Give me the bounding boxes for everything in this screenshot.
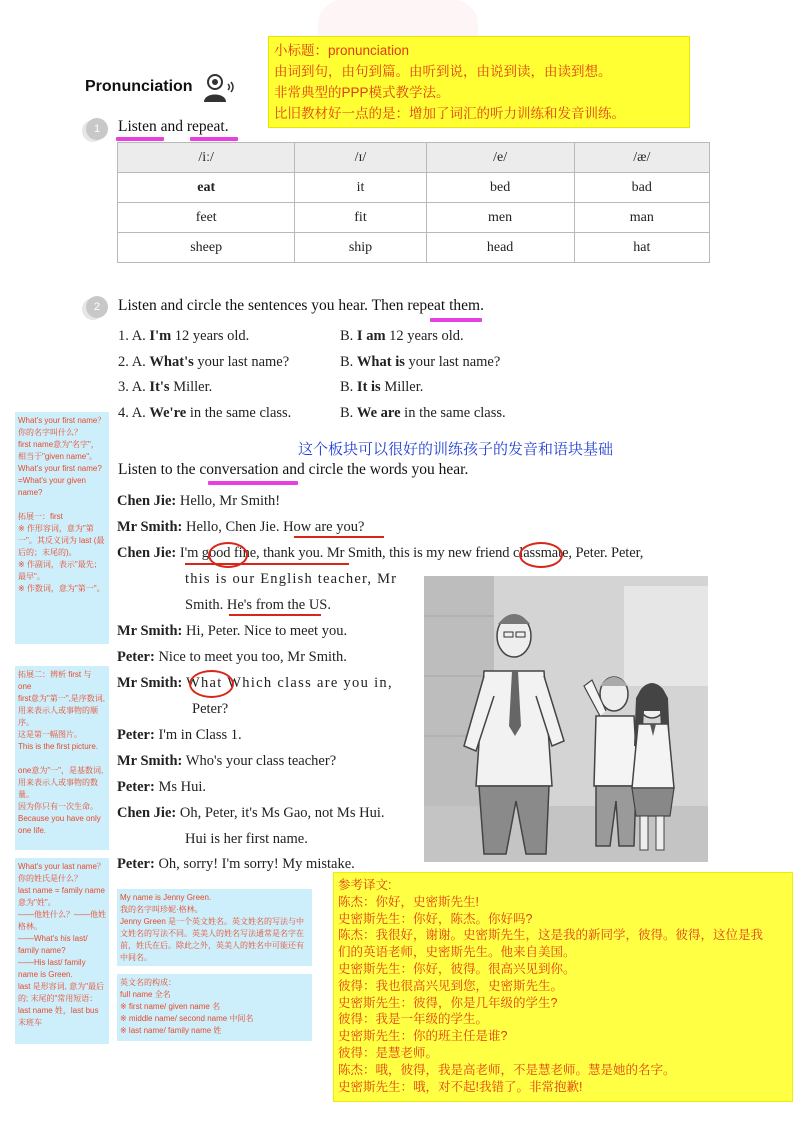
side-note: 英文名的构成： full name 全名 ※ first name/ given name 名 ※ middle name/ second name 中间名 ※ last name/ family name 姓 xyxy=(117,974,312,1041)
translation-line: 史密斯先生：你好，陈杰。你好吗? xyxy=(338,911,533,926)
side-note: What's your first name？你的名字叫什么？ first name意为"名字"，相当于"given name"。 What's your first name? =What's your given name? 拓展一：first ※ 作形容词，意为"第一"。其反义词为 last (最后的；末尾的)。 ※ 作副词，表示"最先；最早"。 ※ 作数词，意为"第一"。 xyxy=(15,412,109,644)
translation-line: 陈杰：哦，彼得，我是高老师，不是慧老师。慧是她的名字。 xyxy=(338,1062,676,1077)
phonics-table xyxy=(117,142,710,263)
table-cell: ship xyxy=(295,233,426,263)
red-circle xyxy=(519,542,563,568)
note-top-line: 小标题：pronunciation xyxy=(274,43,410,58)
table-cell: bad xyxy=(574,173,709,203)
dialogue-line: Hui is her first name. xyxy=(185,831,308,847)
red-circle xyxy=(208,542,248,568)
dialogue-line: Peter? xyxy=(192,701,229,717)
section2-instruction: Listen and circle the sentences you hear. Then repeat them. xyxy=(118,297,484,314)
note-top-line: 比旧教材好一点的是：增加了词汇的听力训练和发音训练。 xyxy=(274,106,625,121)
table-cell: feet xyxy=(118,203,295,233)
number-badge-icon: 2 xyxy=(86,296,108,318)
table-cell: head xyxy=(426,233,574,263)
dialogue-line: Mr Smith: Hi, Peter. Nice to meet you. xyxy=(117,623,348,639)
table-header: /æ/ xyxy=(574,143,709,173)
section1-instruction: Listen and repeat. xyxy=(118,118,229,135)
translation-line: 陈杰：我很好，谢谢。史密斯先生，这是我的新同学，彼得。彼得，这位是我 xyxy=(338,928,764,943)
pink-underline xyxy=(116,137,164,141)
translation-line: 彼得：我是一年级的学生。 xyxy=(338,1012,489,1027)
table-cell: fit xyxy=(295,203,426,233)
translation-heading: 参考译文: xyxy=(338,878,392,892)
table-header: /ɪ/ xyxy=(295,143,426,173)
red-underline xyxy=(229,614,321,616)
translation-line: 史密斯先生：彼得，你是几年级的学生? xyxy=(338,995,558,1010)
dialogue-line: Chen Jie: Hello, Mr Smith! xyxy=(117,493,281,509)
table-cell: bed xyxy=(426,173,574,203)
listening-head-icon xyxy=(202,72,234,104)
table-cell: hat xyxy=(574,233,709,263)
dialogue-line: Peter: Nice to meet you too, Mr Smith. xyxy=(117,649,347,665)
translation-note xyxy=(333,872,793,1102)
translation-line: 史密斯先生：你的班主任是谁? xyxy=(338,1029,508,1044)
table-header: /e/ xyxy=(426,143,574,173)
translation-line: 史密斯先生：哦，对不起!我错了。非常抱歉! xyxy=(338,1079,583,1094)
pink-underline xyxy=(208,481,298,485)
red-underline xyxy=(294,536,384,538)
red-circle xyxy=(189,670,234,698)
list-item: 4. A. We're in the same class. B. We are in the same class. xyxy=(118,404,506,421)
translation-line: 们的英语老师，史密斯先生。他来自美国。 xyxy=(338,945,576,960)
pink-underline xyxy=(190,137,238,141)
dialogue-line: Chen Jie: Oh, Peter, it's Ms Gao, not Ms Hui. xyxy=(117,805,385,821)
note-top-line: 由词到句，由句到篇。由听到说，由说到读，由读到想。 xyxy=(274,64,612,79)
dialogue-line: Smith. He's from the US. xyxy=(185,597,331,613)
dialogue-line: Peter: Ms Hui. xyxy=(117,779,206,795)
list-item: 1. A. I'm 12 years old. B. I am 12 years old. xyxy=(118,328,464,344)
side-note: My name is Jenny Green. 我的名字叫珍妮·格林。 Jenny Green 是一个英文姓名。英文姓名的写法与中文姓名的写法不同。英美人的姓名写法通常是名字在前，姓氏在后。除此之外，英美人的姓名中可能还有中间名。 xyxy=(117,889,312,966)
dialogue-line: Chen Jie: I'm good fine, thank you. Mr Smith, this is my new friend classmate, Peter. Peter, xyxy=(117,545,644,561)
dialogue-line: Mr Smith: Who's your class teacher? xyxy=(117,753,337,769)
note-top-line: 非常典型的PPP模式教学法。 xyxy=(274,85,450,100)
table-cell: eat xyxy=(118,173,295,203)
table-cell: man xyxy=(574,203,709,233)
page-title: Pronunciation xyxy=(85,78,193,95)
section3-instruction: Listen to the conversation and circle the words you hear. xyxy=(118,461,469,478)
dialogue-line: Mr Smith: What Which class are you in, xyxy=(117,675,393,691)
blue-teacher-note: 这个板块可以很好的训练孩子的发音和语块基础 xyxy=(298,441,614,458)
table-cell: it xyxy=(295,173,426,203)
list-item: 2. A. What's your last name? B. What is your last name? xyxy=(118,353,501,370)
table-header: /iː/ xyxy=(118,143,295,173)
red-underline xyxy=(185,563,349,565)
pink-underline xyxy=(430,318,482,322)
translation-line: 彼得：我也很高兴见到您，史密斯先生。 xyxy=(338,978,564,993)
translation-line: 彼得：是慧老师。 xyxy=(338,1045,439,1060)
illustration-teacher-and-students xyxy=(424,576,708,862)
table-cell: men xyxy=(426,203,574,233)
dialogue-line: this is our English teacher, Mr xyxy=(185,571,398,587)
number-badge-icon: 1 xyxy=(86,118,108,140)
dialogue-line: Mr Smith: Hello, Chen Jie. How are you? xyxy=(117,519,365,535)
translation-line: 陈杰：你好，史密斯先生! xyxy=(338,894,479,909)
translation-line: 史密斯先生：你好，彼得。很高兴见到你。 xyxy=(338,961,576,976)
side-note: 拓展二：辨析 first 与 one first意为"第一",是序数词, 用来表示人或事物的顺序。 这是第一幅图片。 This is the first picture. one意为"一"，是基数词, 用来表示人或事物的数量。 因为你只有一次生命。 Because you have only one life. xyxy=(15,666,109,850)
dialogue-line: Peter: I'm in Class 1. xyxy=(117,727,242,743)
table-cell: sheep xyxy=(118,233,295,263)
sentence-list xyxy=(118,324,718,426)
teacher-note-top xyxy=(268,36,690,128)
side-note: What's your last name？你的姓氏是什么？ last name = family name 意为"姓"。 ——他姓什么？——他姓格林。 ——What's his last/ family name? ——His last/ family name is Green. last 是形容词, 意为"最后的; 末尾的"常用短语：last name 姓，last bus 末班车 xyxy=(15,858,109,1044)
list-item: 3. A. It's Miller. B. It is Miller. xyxy=(118,379,424,395)
dialogue-line: Peter: Oh, sorry! I'm sorry! My mistake. xyxy=(117,856,355,872)
